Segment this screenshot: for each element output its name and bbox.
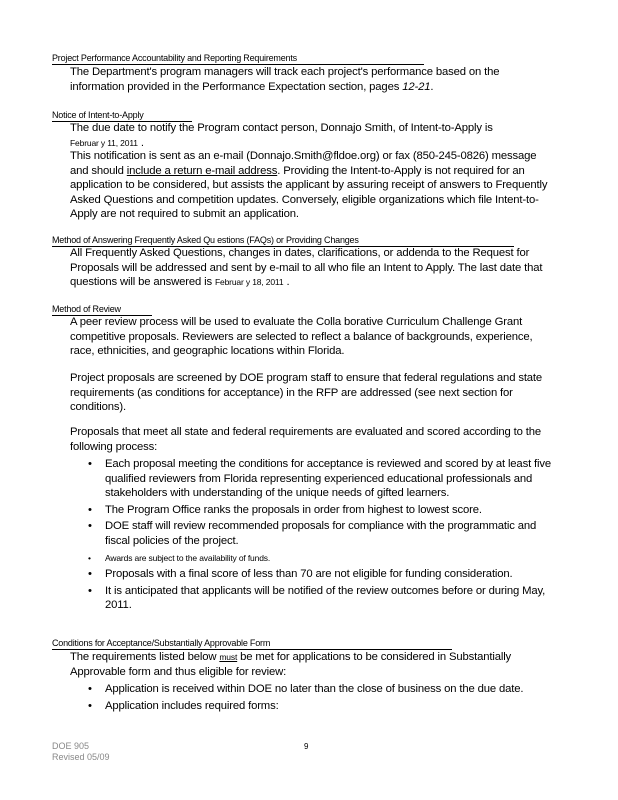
conditions-paragraph: The requirements listed below must be met for applications to be considered in Substantially Approvable form and thus eligible for review: [70,651,512,678]
notice-heading: Notice of Intent-to-Apply [52,110,192,122]
list-item: • Proposals with a final score of less than 70 are not eligible for funding consideration. [88,567,558,582]
review-paragraph-1: A peer review process will be used to evaluate the Colla borative Curriculum Challenge Grant competitive proposals. Reviewers are selected to reflect a balance of backgrounds, experience, race, ethnicities, and geographic locations within Florida. [70,316,533,358]
list-item: • Awards are subject to the availability of funds. [88,551,558,566]
list-item: • The Program Office ranks the proposals in order from highest to lowest score. [88,503,558,518]
list-item: • Application is received within DOE no later than the close of business on the due date. [88,682,558,697]
conditions-heading: Conditions for Acceptance/Substantially Approvable Form [52,638,452,650]
must-emphasis: must [219,652,238,662]
document-footer [52,741,110,763]
review-method-heading: Method of Review [52,304,152,316]
review-paragraph-3: Proposals that meet all state and federal requirements are evaluated and scored according to the following process: [70,426,542,453]
list-item: • DOE staff will review recommended proposals for compliance with the programmatic and fiscal policies of the project. [88,519,558,548]
form-number: DOE 905 [52,741,90,751]
faq-last-date: Februar y 18, 2011 [214,277,284,288]
notice-paragraph-2: This notification is sent as an e-mail (Donnajo.Smith@fldoe.org) or fax (850-245-0826) message and should include a return e-mail address. Providing the Intent-to-Apply is not required for an application to be considered, but assists the applicant by assuring receipt of answers to Frequently Asked Questions and competition updates. Conversely, eligible organizations which file Intent-to-Apply are not required to submit an application. [70,150,548,221]
list-item: • It is anticipated that applicants will be notified of the review outcomes before or during May, 2011. [88,584,558,613]
project-performance-body: The Department's program managers will track each project's performance based on the information provided in the Performance Expectation section, pages 12-21. [70,66,500,93]
project-performance-heading: Project Performance Accountability and Reporting Requirements [52,53,424,65]
review-paragraph-2: Project proposals are screened by DOE program staff to ensure that federal regulations and state requirements (as conditions for acceptance) in the RFP are addressed (see next section for conditions). [70,372,543,414]
return-email-note: include a return e-mail address [126,164,278,177]
faq-method-heading: Method of Answering Frequently Asked Qu estions (FAQs) or Providing Changes [52,235,514,247]
list-item: • Each proposal meeting the conditions for acceptance is reviewed and scored by at least five qualified reviewers from Florida representing experienced educational professionals and stakeholders with understanding of the unique needs of gifted learners. [88,457,558,501]
review-process-list [88,457,558,615]
faq-method-body: All Frequently Asked Questions, changes in dates, clarifications, or addenda to the Request for Proposals will be addressed and sent by e-mail to all who file an Intent to Apply. The last date that questions will be answered is Februar y 18, 2011 . [70,247,543,289]
page-range: 12-21 [402,80,431,93]
conditions-list [88,682,558,715]
notice-paragraph-1: The due date to notify the Program contact person, Donnajo Smith, of Intent-to-Apply is Februar y 11, 2011 . [70,122,493,149]
page-number: 9 [304,742,309,751]
revision-date: Revised 05/09 [52,752,110,762]
intent-due-date: Februar y 11, 2011 [70,137,138,148]
list-item: • Application includes required forms: [88,699,558,714]
